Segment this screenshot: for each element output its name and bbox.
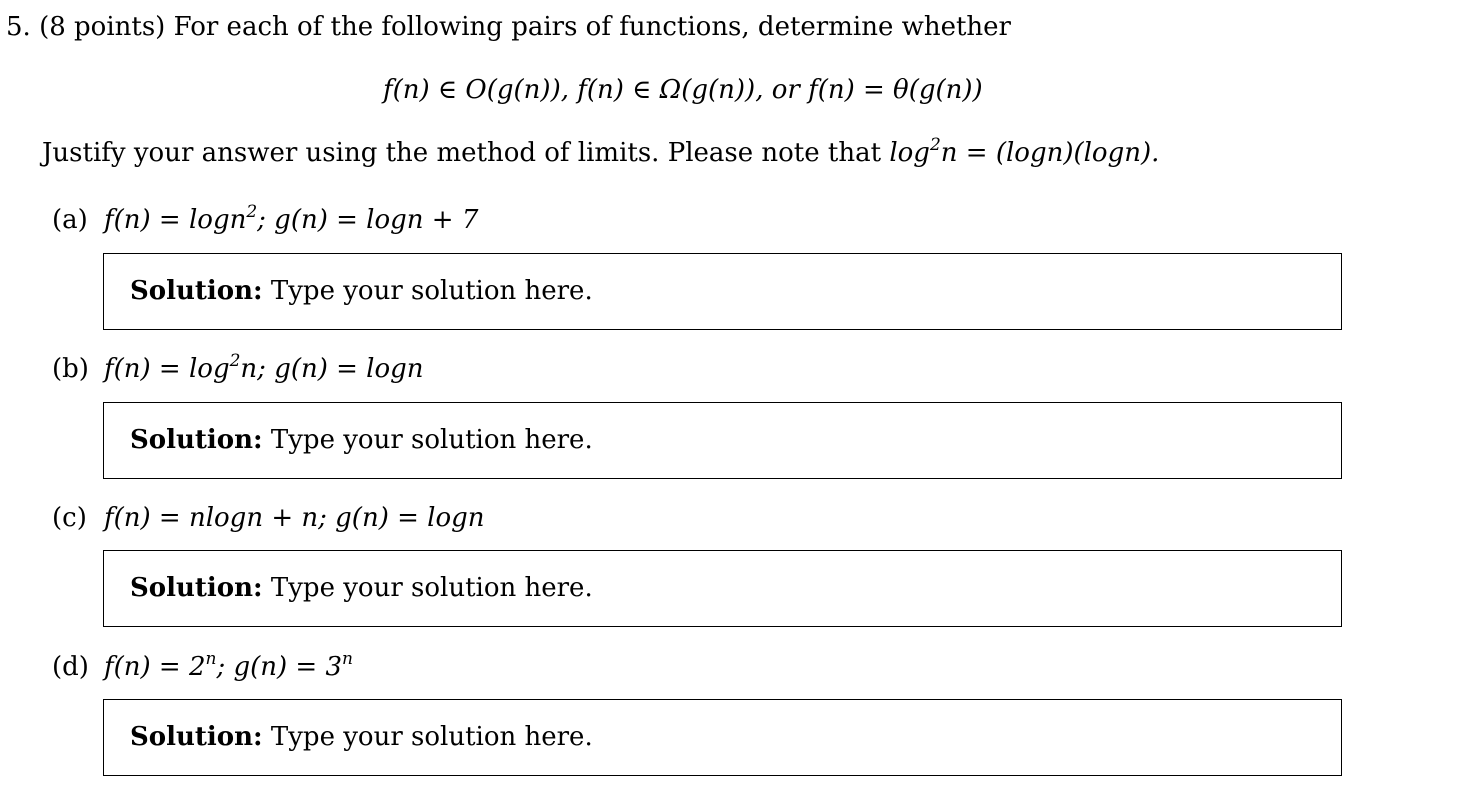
part-d-formula-main: f(n) = 2: [104, 652, 206, 682]
part-a-formula-rest: ; g(n) = logn + 7: [257, 205, 479, 235]
solution-a-label: Solution:: [130, 276, 263, 306]
part-a-label: (a): [52, 205, 88, 235]
solution-a-text[interactable]: Type your solution here.: [270, 276, 593, 306]
solution-box-b[interactable]: [103, 402, 1342, 479]
part-b-label: (b): [52, 354, 89, 384]
solution-box-c[interactable]: [103, 550, 1342, 627]
part-d-formula-sup2: n: [342, 649, 353, 669]
solution-b-text[interactable]: Type your solution here.: [270, 425, 593, 455]
justify-note-sup: 2: [929, 135, 941, 155]
part-d-label: (d): [52, 652, 89, 682]
solution-box-a[interactable]: [103, 253, 1342, 330]
solution-c-label: Solution:: [130, 573, 263, 603]
solution-box-d[interactable]: [103, 699, 1342, 776]
justify-note-rhs: n = (logn)(logn).: [940, 138, 1160, 168]
part-b-formula-rest: n; g(n) = logn: [240, 354, 424, 384]
question-header: [6, 11, 1011, 43]
part-c-label: (c): [52, 503, 87, 533]
justify-instruction: [42, 137, 1159, 169]
part-d-heading: [52, 651, 353, 683]
part-d-formula-sup: n: [205, 649, 217, 669]
part-c-formula-main: f(n) = nlogn + n; g(n) = logn: [104, 503, 485, 533]
solution-d-text[interactable]: Type your solution here.: [270, 722, 593, 752]
part-b-formula-main: f(n) = log: [104, 354, 230, 384]
solution-b[interactable]: [130, 423, 593, 457]
part-a-formula-sup: 2: [246, 202, 258, 222]
question-prompt: For each of the following pairs of functions, determine whether: [173, 12, 1011, 42]
solution-c-text[interactable]: Type your solution here.: [270, 573, 593, 603]
solution-b-label: Solution:: [130, 425, 263, 455]
part-b-formula-sup: 2: [229, 351, 241, 371]
question-number: 5.: [6, 12, 31, 42]
solution-d[interactable]: [130, 720, 593, 754]
solution-a[interactable]: [130, 274, 593, 308]
part-c-heading: [52, 502, 485, 534]
part-d-formula-rest: ; g(n) = 3: [216, 652, 343, 682]
justify-prefix: Justify your answer using the method of limits. Please note that: [42, 138, 890, 168]
part-b-heading: [52, 353, 424, 385]
solution-d-label: Solution:: [130, 722, 263, 752]
part-a-heading: [52, 204, 478, 236]
display-formula: f(n) ∈ O(g(n)), f(n) ∈ Ω(g(n)), or f(n) = θ(g(n)): [383, 75, 983, 105]
justify-note-lhs: log: [889, 138, 930, 168]
question-points: (8 points): [39, 12, 166, 42]
solution-c[interactable]: [130, 571, 593, 605]
part-a-formula-main: f(n) = logn: [104, 205, 247, 235]
